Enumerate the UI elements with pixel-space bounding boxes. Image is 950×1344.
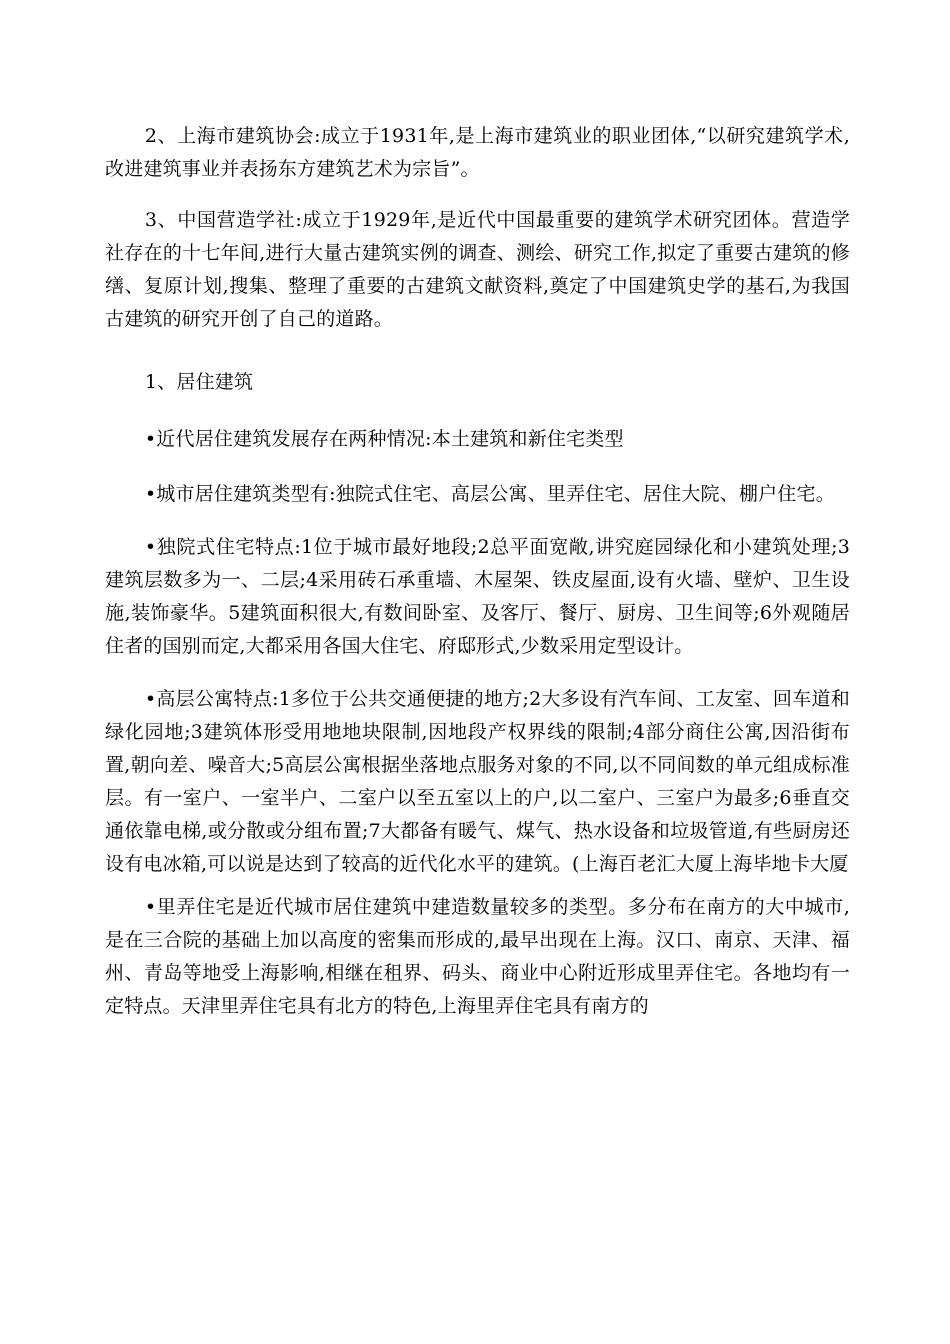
bullet-residential-development: •近代居住建筑发展存在两种情况:本土建筑和新住宅类型	[144, 428, 624, 450]
bullet-detached-house-features: •独院式住宅特点:1位于城市最好地段;2总平面宽敞,讲究庭园绿化和小建筑处理;3建筑层数多为一、二层;4采用砖石承重墙、木屋架、铁皮屋面,设有火墙、壁炉、卫生设施,装饰豪华。5建筑面积很大,有数间卧室、及客厅、餐厅、厨房、卫生间等;6外观随居住者的国别而定,大都采用各国大住宅、府邸形式,少数采用定型设计。	[105, 536, 850, 657]
section-heading-residential: 1、居住建筑	[144, 371, 254, 393]
paragraph-shanghai-building-association: 2、上海市建筑协会:成立于1931年,是上海市建筑业的职业团体,“以研究建筑学术,改进建筑事业并表扬东方建筑艺术为宗旨”。	[105, 125, 850, 180]
paragraph-society-chinese-architecture: 3、中国营造学社:成立于1929年,是近代中国最重要的建筑学术研究团体。营造学社存在的十七年间,进行大量古建筑实例的调查、测绘、研究工作,拟定了重要古建筑的修缮、复原计划,搜集、整理了重要的古建筑文献资料,奠定了中国建筑史学的基石,为我国古建筑的研究开创了自己的道路。	[105, 209, 850, 330]
bullet-lilong-housing: •里弄住宅是近代城市居住建筑中建造数量较多的类型。多分布在南方的大中城市,是在三合院的基础上加以高度的密集而形成的,最早出现在上海。汉口、南京、天津、福州、青岛等地受上海影响,相继在租界、码头、商业中心附近形成里弄住宅。各地均有一定特点。天津里弄住宅具有北方的特色,上海里弄住宅具有南方的	[105, 896, 850, 1017]
document-page	[105, 120, 850, 1023]
bullet-residential-types: •城市居住建筑类型有:独院式住宅、高层公寓、里弄住宅、居住大院、棚户住宅。	[144, 483, 835, 505]
bullet-high-rise-apartment-features: •高层公寓特点:1多位于公共交通便捷的地方;2大多设有汽车间、工友室、回车道和绿化园地;3建筑体形受用地地块限制,因地段产权界线的限制;4部分商住公寓,因沿街布置,朝向差、噪音大;5高层公寓根据坐落地点服务对象的不同,以不同间数的单元组成标准层。有一室户、一室半户、二室户以至五室以上的户,以二室户、三室户为最多;6垂直交通依靠电梯,或分散或分组布置;7大都备有暖气、煤气、热水设备和垃圾管道,有些厨房还设有电冰箱,可以说是达到了较高的近代化水平的建筑。(上海百老汇大厦上海毕地卡大厦	[105, 688, 850, 875]
